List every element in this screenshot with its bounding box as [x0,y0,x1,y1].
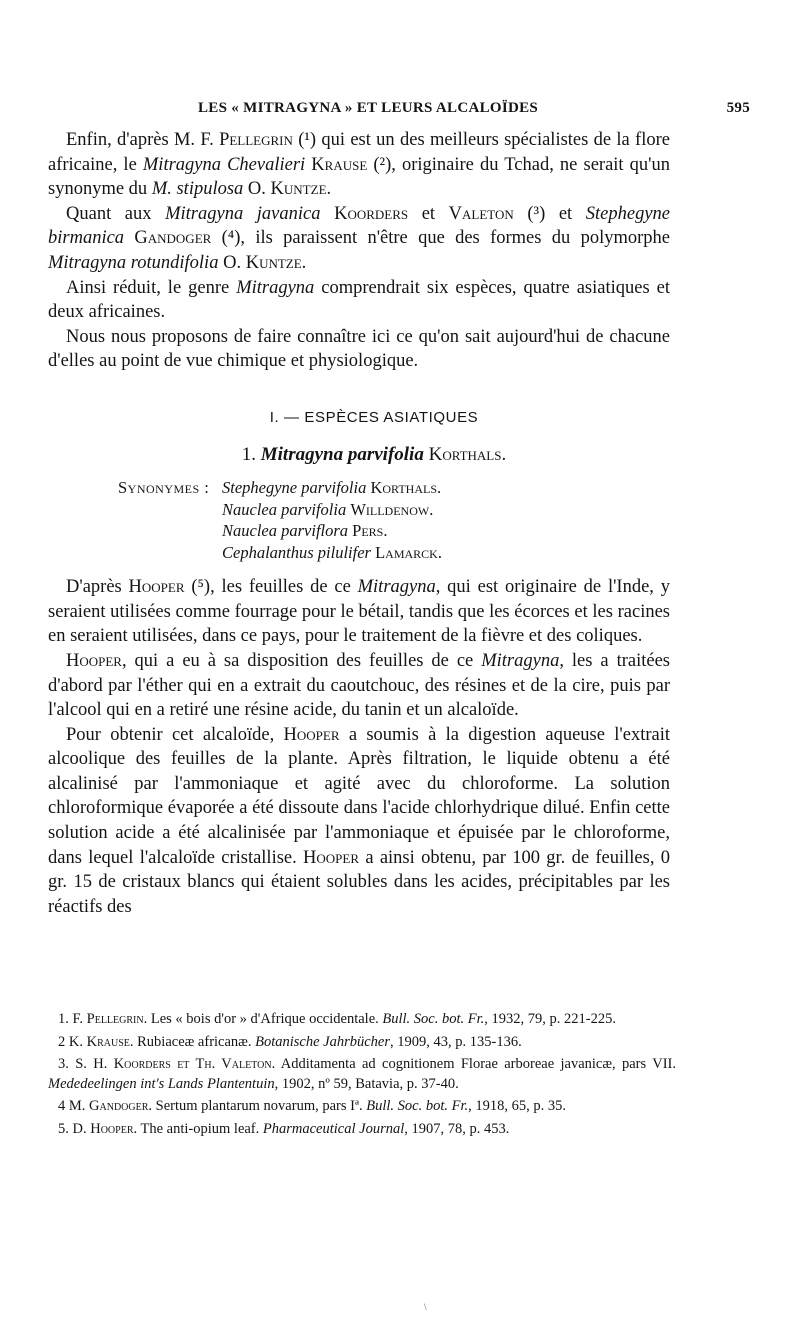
footnote: 2 K. Krause. Rubiaceæ africanæ. Botanische Jahrbücher, 1909, 43, p. 135-136. [58,1033,522,1050]
species-name: M. stipulosa [151,179,244,200]
species-name: Mitragyna javanica [165,203,321,224]
genus-name: Mitragyna [236,277,315,298]
synonym-item: Nauclea parviflora Pers. [222,521,388,541]
stray-print-mark: \ [424,1302,427,1312]
author-name: Krause [311,154,368,175]
paragraph-hooper-extraction: Hooper, qui a eu à sa disposition des feuilles de ce Mitragyna, les a traitées d'abord par l'éther qui en a extrait du caoutchouc, des résines et de la cire, puis par l'alcool qui en a retiré une résine acide, du tanin et un alcaloïde. [48,650,670,721]
paragraph-pellegrin: Enfin, d'après M. F. Pellegrin (¹) qui est un des meilleurs spécialistes de la flore africaine, le Mitragyna Chevalieri Krause (²), originaire du Tchad, ne serait qu'un synonyme du M. stipulosa O. Kuntze. [48,130,670,200]
synonyms-label: Synonymes : [118,478,210,498]
page-number: 595 [726,100,750,116]
species-number: 1. [241,443,256,465]
main-text [48,128,670,919]
author-name: Gandoger [134,228,212,249]
synonym-item: Nauclea parvifolia Willdenow. [222,499,434,519]
page-header [48,100,750,122]
footnotes [48,1010,676,1142]
paragraph-six-species: Ainsi réduit, le genre Mitragyna comprendrait six espèces, quatre asiatiques et deux africaines. [48,277,670,323]
author-name: Kuntze [270,179,327,200]
author-name: Pellegrin [219,130,293,150]
author-name: Kuntze [245,252,302,273]
synonym-item: Stephegyne parvifolia Korthals. [222,478,442,498]
synonyms-block [118,477,670,563]
author-name: Hooper [303,847,360,868]
synonym-item: Cephalanthus pilulifer Lamarck. [222,542,442,562]
paragraph-javanica: Quant aux Mitragyna javanica Koorders et Valeton (³) et Stephegyne birmanica Gandoger (⁴), ils paraissent n'être que des formes du polymorphe Mitragyna rotundifolia O. Kuntze. [48,203,671,273]
author-name: Hooper [283,724,340,745]
species-name: Mitragyna Chevalieri [142,154,306,175]
species-heading-author: Korthals. [428,443,507,465]
genus-name: Mitragyna [481,650,560,671]
author-name: Koorders [334,203,409,224]
species-heading-name: Mitragyna parvifolia [260,443,424,465]
footnote: 5. D. Hooper. The anti-opium leaf. Pharmaceutical Journal, 1907, 78, p. 453. [58,1120,510,1137]
section-heading: I. — ESPÈCES ASIATIQUES [269,408,479,426]
species-name: Stephegyne birmanica [48,203,671,249]
footnote: 3. S. H. Koorders et Th. Valeton. Additamenta ad cognitionem Florae arboreae javanicæ, pars VII. Mededeelingen int's Lands Plantentuin, 1902, nº 59, Batavia, p. 37-40. [48,1056,676,1092]
author-name: Hooper [128,577,185,598]
species-name: Mitragyna rotundifolia [48,252,219,273]
synonyms-list [222,477,442,563]
species-text [48,575,670,919]
paragraph-hooper-alkaloid: Pour obtenir cet alcaloïde, Hooper a soumis à la digestion aqueuse l'extrait alcoolique des feuilles de la plante. Après filtration, le liquide obtenu a été alcalinisé par l'ammoniaque et agité avec du chloroforme. La solution chloroformique évaporée a été dissoute dans l'acide chlorhydrique dilué. Enfin cette solution acide a été alcalinisée par l'ammoniaque et épuisée par le chloroforme, dans lequel l'alcaloïde cristallise. Hooper a ainsi obtenu, par 100 gr. de feuilles, 0 gr. 15 de cristaux blancs qui étaient solubles dans les acides, précipitables par les réactifs des [48,724,670,917]
author-name: Hooper [66,650,122,671]
running-title: LES « MITRAGYNA » ET LEURS ALCALOÏDES [198,100,539,116]
species-heading [48,443,670,468]
paragraph-hooper-origin: D'après Hooper (⁵), les feuilles de ce Mitragyna, qui est originaire de l'Inde, y seraient utilisées comme fourrage pour le bétail, tandis que les écorces et les racines en seraient utilisées, dans ce pays, pour le traitement de la fièvre et des coliques. [48,577,670,647]
footnote: 4 M. Gandoger. Sertum plantarum novarum, pars Iª. Bull. Soc. bot. Fr., 1918, 65, p. 35. [58,1098,566,1114]
paragraph-proposal: Nous nous proposons de faire connaître ici ce qu'on sait aujourd'hui de chacune d'elles au point de vue chimique et physiologique. [48,326,670,372]
genus-name: Mitragyna [357,577,436,598]
footnote: 1. F. Pellegrin. Les « bois d'or » d'Afrique occidentale. Bull. Soc. bot. Fr., 1932, 79, p. 221-225. [58,1011,617,1027]
author-name: Valeton [448,203,514,224]
